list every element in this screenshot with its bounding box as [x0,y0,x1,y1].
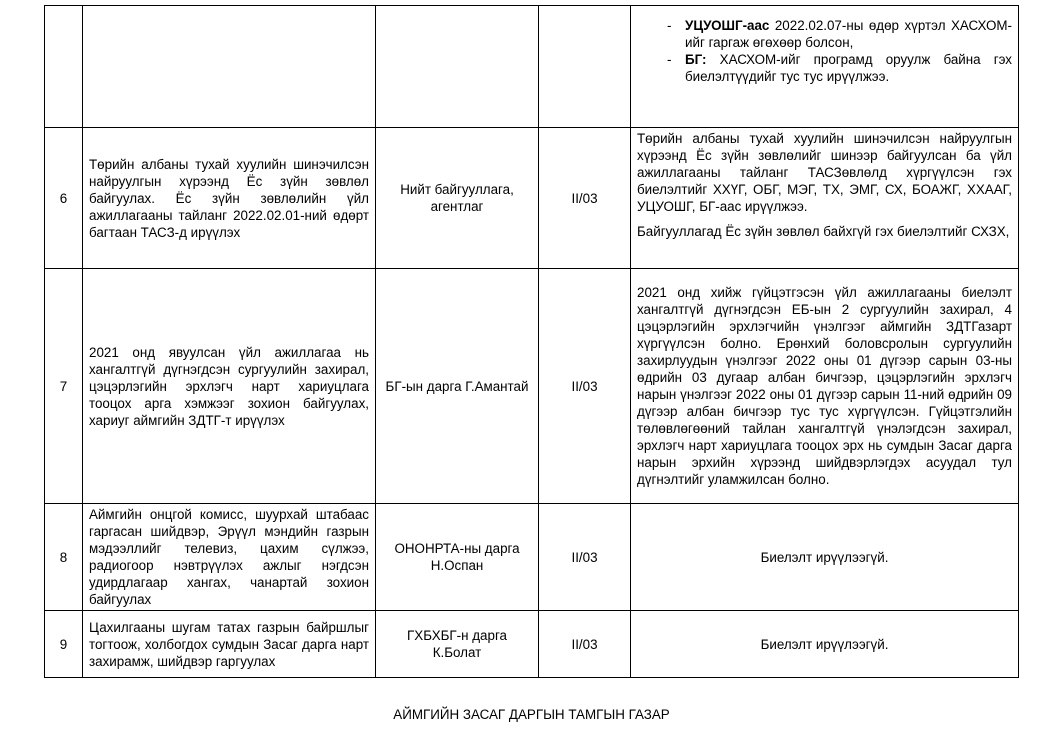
row-number [45,6,83,128]
result-paragraph: Төрийн албаны тухай хуулийн шинэчилсэн найруулгын хүрээнд Ёс зүйн зөвлөлийг шинээр байгуулсан ба үйл ажиллагааны тайланг ТАСЗөвлөлд хүргүүлсэн гэх биелэлтийг ХХҮГ, ОБГ, МЭГ, ТХ, ЭМГ, СХ, БОАЖГ, ХХААГ, УЦУОШГ, БГ-аас ирүүлжээ. [637,131,1012,214]
result-text: Биелэлт ирүүлээгүй. [631,611,1019,678]
responsible-text [376,6,539,128]
row-number: 7 [45,269,83,504]
bullet-bold-label: БГ: [685,52,707,67]
row-number: 6 [45,128,83,269]
table-row [45,269,1019,504]
list-item [637,17,1012,51]
row-number: 9 [45,611,83,678]
code-text [539,6,631,128]
bullet-text: 2022.02.07-ны өдөр хүртэл ХАСХОМ-ийг гаргаж өгөхөөр болсон, [685,18,1012,50]
bullet-text: ХАСХОМ-ийг програмд оруулж байна гэх биелэлтүүдийг тус тус ирүүлжээ. [685,52,1012,84]
list-item [637,51,1012,85]
task-text: Аймгийн онцгой комисс, шуурхай штабаас гаргасан шийдвэр, Эрүүл мэндийн газрын мэдээллийг телевиз, цахим сүлжээ, радиогоор нэвтрүүлэх ажлыг нэгдсэн удирдлагаар хангах, чанартай зохион байгуулах [83,504,376,611]
responsible-text: ГХБХБГ-н дарга К.Болат [376,611,539,678]
task-text: Төрийн албаны тухай хуулийн шинэчилсэн найруулгын хүрээнд Ёс зүйн зөвлөл байгуулах. Ёс зүйн зөвлөлийн үйл ажиллагааны тайланг 2022.02.01-ний өдөрт багтаан ТАСЗ-д ирүүлэх [83,128,376,269]
task-text [83,6,376,128]
result-text: 2021 онд хийж гүйцэтгэсэн үйл ажиллагааны биелэлт хангалтгүй дүгнэгдсэн ЕБ-ын 2 сургуулийн захирал, 4 цэцэрлэгийн эрхлэгчийн үнэлгээг аймгийн ЗДТГазарт хүргүүлсэн болно. Ерөнхий боловсролын сургуулийн захирлуудын үнэлгээг 2022 оны 01 дүгээр сарын 03-ны өдрийн 03 дугаар албан бичгээр, цэцэрлэгийн эрхлэгч нарын үнэлгээг 2022 оны 01 дүгээр сарын 11-ний өдрийн 09 дүгээр албан бичгээр тус тус хүргүүлсэн. Гүйцэтгэлийн төлөвлөгөөний тайлан хангалтгүй үнэлэгдсэн захирал, эрхлэгч нарт хариуцлага тооцох эрх нь сумдын Засаг дарга нарын эрхийн хүрээнд шийдвэрлэгдэх асуудал тул дүгнэлтийг уламжилсан болно. [631,269,1019,504]
responsible-text: БГ-ын дарга Г.Амантай [376,269,539,504]
table-row [45,611,1019,678]
code-text: II/03 [539,269,631,504]
dash-bullet-icon: - [667,52,672,67]
bullet-bold-label: УЦУОШГ-аас [685,18,770,33]
result-text: Биелэлт ирүүлээгүй. [631,504,1019,611]
responsible-text: Нийт байгууллага, агентлаг [376,128,539,269]
result-cell [631,6,1019,128]
task-text: 2021 онд явуулсан үйл ажиллагаа нь хангалтгүй дүгнэгдсэн сургуулийн захирал, цэцэрлэгийн эрхлэгч нарт хариуцлага тооцох арга хэмжээг зохион байгуулах, хариуг аймгийн ЗДТГ-т ирүүлэх [83,269,376,504]
responsible-text: ОНОНРТА-ны дарга Н.Оспан [376,504,539,611]
row-number: 8 [45,504,83,611]
task-text: Цахилгааны шугам татах газрын байршлыг тогтоож, холбогдох сумдын Засаг дарга нарт захирамж, шийдвэр гаргуулах [83,611,376,678]
result-paragraph: Байгууллагад Ёс зүйн зөвлөл байхгүй гэх биелэлтийг СХЗХ, [637,224,1010,239]
table-row [45,128,1019,269]
result-bullet-list [637,17,1012,85]
code-text: II/03 [539,128,631,269]
page-footer: АЙМГИЙН ЗАСАГ ДАРГЫН ТАМГЫН ГАЗАР [393,707,670,722]
code-text: II/03 [539,504,631,611]
dash-bullet-icon: - [667,18,672,33]
result-cell [631,128,1019,269]
table-row [45,6,1019,128]
report-table [44,5,1019,678]
code-text: II/03 [539,611,631,678]
table-row [45,504,1019,611]
